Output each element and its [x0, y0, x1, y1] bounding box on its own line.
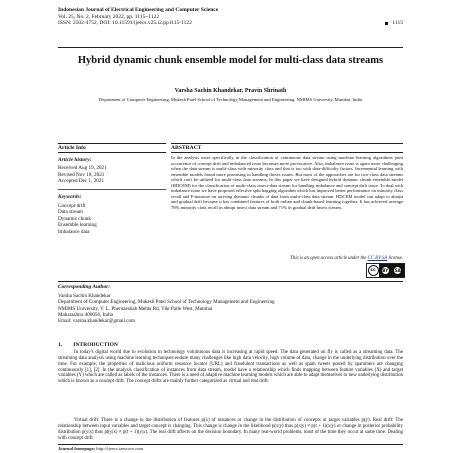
cc-license-badge[interactable] — [366, 263, 405, 278]
footer-divider — [58, 444, 403, 445]
journal-volume: Vol. 25, No. 2, February 2022, pp. 1115~1122 — [58, 13, 160, 20]
abstract-text: In the analysis more specifically in the classification of continuous data stream using machine learning algorithms joint occurrence of concept drift and imbalanced issue becomes more provocative. Also, imbalance issue is again more challenging when the data stream is multi-class with minority class and that is too with data-difficulty factors. Incremental learning with ensemble models found more promising in handling theses issues. But most of the approaches are for two-class data streams which can't be utilized for multi-class data streams. In this paper we have designed hybrid dynamic chunk ensemble model (HDCEM) for the classification of multi-class insect-data stream for handling imbalance and concept drift issue. To deal with imbalance issue we have proposed effective split bagging algorithm which has improved better performance on minority class recall and F-measure on arriving dynamic chunks of data from multi-class data stream. HDCEM model can adapt to abrupt and gradual drift because it has combined features of both online and chunk-based learning together. It has achieved average 78% minority class recall in abrupt insect data stream and 71% in gradual drift insect stream. — [171, 155, 403, 210]
corresponding-heading: Corresponding Author: — [58, 284, 111, 290]
cc-icon: cc — [368, 265, 379, 276]
corresponding-author-box — [58, 281, 403, 331]
open-access-text: This is an open access article under the — [290, 256, 367, 261]
paper-title: Hybrid dynamic chunk ensemble model for multi-class data streams — [77, 55, 384, 66]
introduction-paragraph: In today's digital world due to evolution in technology voluminous data is increasing at rapid speed. The data generated on fly is called as a streaming data. The streaming data analysis using machine learning techniques endure many challenges like high data velocity, high volume of data, change in the underlying distribution over the time. For example, the properties of malicious uniform resource locator (URL) and fraudulent transactions as well as spam tweets posted by spammers are changing continuously [1], [2]. In the analysis classification of instances from data stream, model have a relationship which finds mapping between feature variables (X) and target variables (Y) which are called as labels of the instances. There is a need of adaptive machine learning models which are able to adapt themselves to new underlying distribution which is known as a concept drift. The concept drifts are mainly further categorized as virtual and real drift. — [58, 350, 403, 385]
open-access-suffix: license. — [388, 256, 403, 261]
journal-header — [58, 7, 403, 27]
abstract-heading: ABSTRACT — [171, 143, 403, 153]
keyword-item: Data stream — [58, 209, 83, 216]
cc-logo-section — [367, 264, 379, 277]
attribution-icon: BY — [382, 268, 389, 273]
section-title: INTRODUCTION — [73, 342, 118, 348]
corresponding-department: Department of Computer Engineering, Mukesh Patel School of Technology Management and Engineering — [58, 299, 275, 306]
keywords-heading: Keywords: — [58, 193, 82, 200]
keyword-item: Dynamic chunk — [58, 215, 91, 222]
keyword-item: Imbalance data — [58, 228, 90, 235]
homepage-url[interactable]: http://ijeecs.iaescore.com — [96, 446, 143, 451]
article-history-heading: Article history: — [58, 157, 92, 163]
info-divider — [58, 189, 166, 190]
corresponding-state: Maharashtra 400056, India — [58, 311, 114, 318]
keyword-item: Ensemble learning — [58, 222, 97, 229]
paper-authors: Varsha Sachin Khandekar, Pravin Shrinath — [174, 88, 287, 94]
article-info-box — [58, 143, 166, 271]
corresponding-email[interactable]: Email: varsha.khandekar@gmail.com — [58, 318, 135, 325]
corresponding-divider — [58, 281, 403, 282]
corresponding-name: Varsha Sachin Khandekar — [58, 293, 111, 299]
introduction-paragraph: Virtual drift: There is a change in the distribution of features p(x) of instances or change in the distribution of concepts or target variables p(y). Real drift: The relationship between input variables and target concept is changing. This change is change in the likelihood p(x|y) thus p(x|y) ≠ p(t + 1)(x|y) or change in posterior probability distribution p(y|x) thus pt(y|x) ≠ p(t + 1)(y|x). The real drift affects on the decision boundary. In many real-world problems, most of the time they occur at same time. Dealing with concept drift — [58, 418, 403, 441]
page-footer — [58, 446, 143, 451]
homepage-label: Journal homepage: — [58, 446, 96, 451]
open-access-notice — [171, 256, 403, 261]
share-alike-icon: SA — [394, 268, 401, 273]
page-number: 1115 — [392, 20, 403, 27]
article-info-heading: Article Info — [58, 143, 166, 153]
journal-name: Indonesian Journal of Electrical Engineering and Computer Science — [58, 7, 219, 13]
history-accepted: Accepted Dec 1, 2021 — [58, 178, 105, 185]
author-affiliation: Department of Computer Engineering, Mukesh Patel School of Technology Management and Engineering, NMIMS University, Mumbai, India — [98, 97, 362, 102]
page-number-group — [385, 20, 403, 27]
square-bullet-icon — [385, 22, 388, 25]
corresponding-address: NMIMS University, V. L. Pherozeshah Mehta Rd, Vile Parle West, Mumbai — [58, 305, 213, 312]
journal-issn: ISSN: 2502-4752, DOI: 10.11591/ijeecs.v25.i2.pp1115-1122 — [58, 20, 192, 27]
issn-row — [58, 20, 403, 27]
keyword-item: Concept drift — [58, 202, 86, 209]
header-divider — [58, 47, 403, 48]
license-link[interactable]: CC BY-SA — [367, 256, 388, 261]
history-received: Received Aug 19, 2021 — [58, 165, 107, 171]
cc-conditions-section — [379, 264, 404, 277]
section-number: 1. — [58, 342, 63, 348]
introduction-heading — [58, 342, 129, 348]
history-revised: Revised Nov 18, 2021 — [58, 171, 105, 178]
